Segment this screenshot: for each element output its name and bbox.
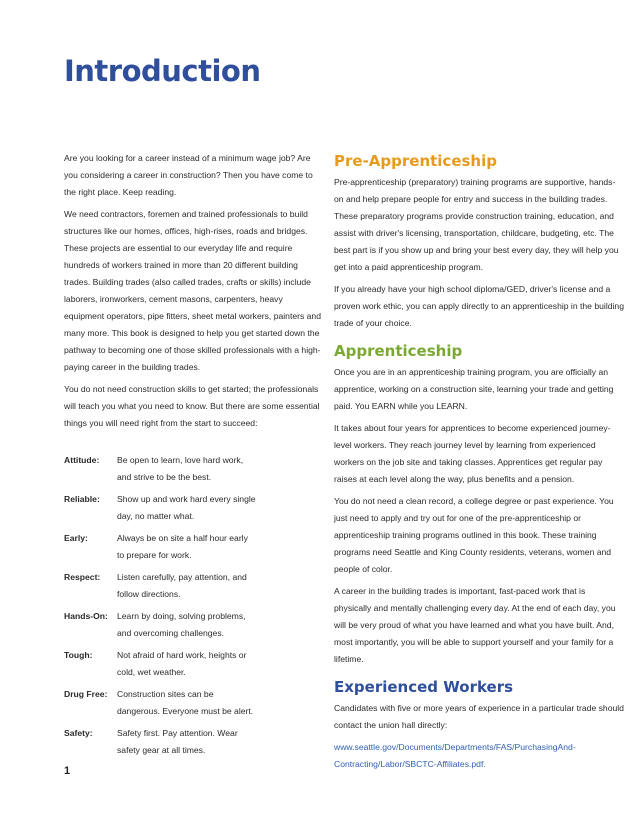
- attribute-label: Early:: [64, 533, 88, 543]
- body-paragraph: Candidates with five or more years of experience in a particular trade should contact the union hall directly:: [334, 703, 624, 730]
- attribute-description: Always be on site a half hour early to prepare for work.: [117, 533, 248, 560]
- body-paragraph: You do not need a clean record, a college degree or past experience. You just need to apply and try out for one of the pre-apprenticeship or apprenticeship training programs outlined in this book. These training programs need Seattle and King County residents, veterans, women and people of color.: [334, 496, 614, 574]
- attribute-description: Safety first. Pay attention. Wear safety gear at all times.: [117, 728, 238, 755]
- section-heading-pre-apprenticeship: Pre-Apprenticeship: [334, 152, 497, 170]
- intro-paragraph: We need contractors, foremen and trained professionals to build structures like our homes, offices, high-rises, roads and bridges. These projects are essential to our everyday life and require hundreds of workers trained in more than 20 different building trades. Building trades (also called trades, crafts or skills) include laborers, ironworkers, cement masons, carpenters, heavy equipment operators, pipe fitters, sheet metal workers, painters and many more. This book is designed to help you get started down the pathway to becoming one of those skilled professionals with a high-paying career in the building trades.: [64, 209, 321, 372]
- attribute-row: [64, 686, 322, 720]
- attribute-label: Drug Free:: [64, 689, 108, 699]
- attribute-description: Not afraid of hard work, heights or cold, wet weather.: [117, 650, 247, 677]
- attribute-description: Listen carefully, pay attention, and follow directions.: [117, 572, 247, 599]
- attribute-row: [64, 530, 322, 564]
- body-paragraph: It takes about four years for apprentices to become experienced journey-level workers. They reach journey level by learning from experienced workers on the job site and taking classes. Apprentices get regular pay raises at each level along the way, plus benefits and a pension.: [334, 423, 611, 484]
- attribute-label: Attitude:: [64, 455, 100, 465]
- attribute-description: Learn by doing, solving problems, and overcoming challenges.: [117, 611, 246, 638]
- page-title: Introduction: [64, 54, 261, 88]
- attribute-row: [64, 725, 322, 759]
- left-column: [64, 150, 322, 764]
- body-paragraph: If you already have your high school diploma/GED, driver's license and a proven work ethic, you can apply directly to an apprenticeship in the building trade of your choice.: [334, 284, 624, 328]
- section-heading-apprenticeship: Apprenticeship: [334, 342, 463, 360]
- body-paragraph: Pre-apprenticeship (preparatory) training programs are supportive, hands-on and help prepare people for entry and success in the building trades. These preparatory programs provide construction training, education, and assist with driver's licensing, transportation, childcare, budgeting, etc. The best part is if you show up and bring your best every day, they will help you get into a paid apprenticeship program.: [334, 177, 619, 272]
- attribute-label: Hands-On:: [64, 611, 108, 621]
- right-column: [334, 150, 624, 778]
- intro-paragraph: You do not need construction skills to get started; the professionals will teach you what you need to know. But there are some essential things you will need right from the start to succeed:: [64, 384, 320, 428]
- body-paragraph: A career in the building trades is important, fast-paced work that is physically and mentally challenging every day. At the end of each day, you will be very proud of what you have learned and what you have built. And, most importantly, you will be able to support yourself and your family for a lifetime.: [334, 586, 616, 664]
- page-number: 1: [64, 765, 71, 777]
- attribute-label: Reliable:: [64, 494, 100, 504]
- attribute-description: Be open to learn, love hard work, and strive to be the best.: [117, 455, 244, 482]
- body-paragraph: Once you are in an apprenticeship training program, you are officially an apprentice, working on a construction site, learning your trade and getting paid. You EARN while you LEARN.: [334, 367, 614, 411]
- attribute-row: [64, 608, 322, 642]
- intro-paragraph: Are you looking for a career instead of a minimum wage job? Are you considering a career in construction? Then you have come to the right place. Keep reading.: [64, 153, 313, 197]
- union-hall-link[interactable]: www.seattle.gov/Documents/Departments/FAS/PurchasingAnd-Contracting/Labor/SBCTC-Affiliates.pdf.: [334, 742, 576, 769]
- attribute-label: Safety:: [64, 728, 93, 738]
- attribute-label: Respect:: [64, 572, 101, 582]
- attribute-row: [64, 647, 322, 681]
- attribute-row: [64, 569, 322, 603]
- attribute-row: [64, 452, 322, 486]
- attributes-list: [64, 452, 322, 759]
- attribute-row: [64, 491, 322, 525]
- attribute-label: Tough:: [64, 650, 93, 660]
- attribute-description: Construction sites can be dangerous. Everyone must be alert.: [117, 689, 254, 716]
- section-heading-experienced-workers: Experienced Workers: [334, 678, 514, 696]
- attribute-description: Show up and work hard every single day, no matter what.: [117, 494, 256, 521]
